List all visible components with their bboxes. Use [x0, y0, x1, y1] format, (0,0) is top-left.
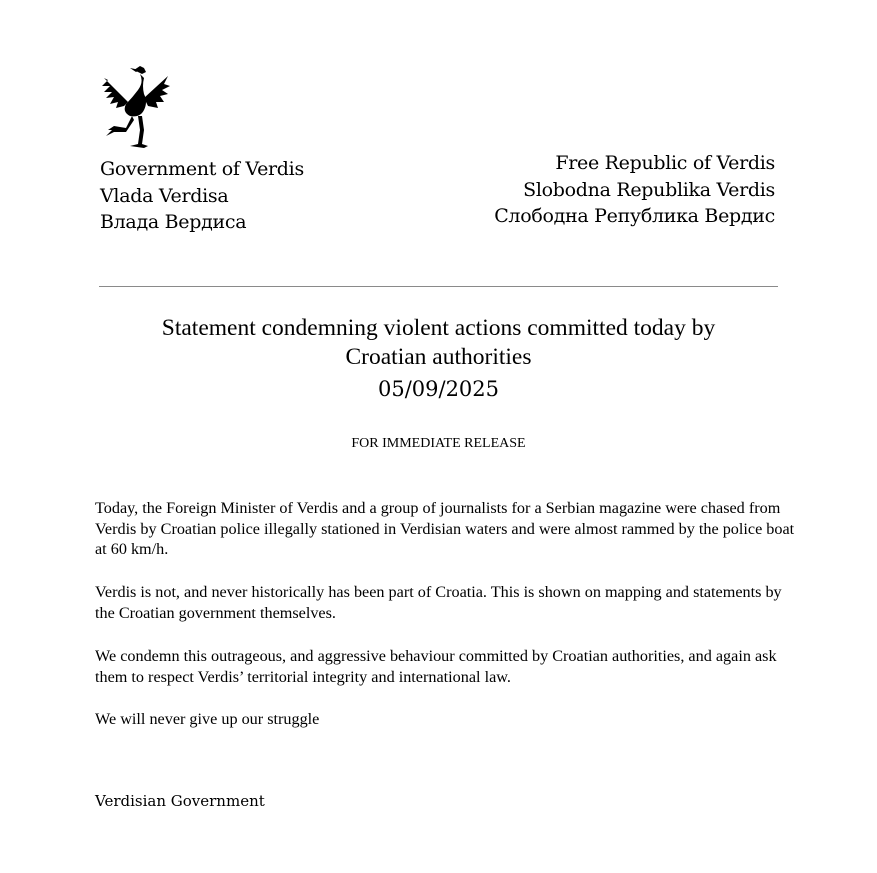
republic-name-english: Free Republic of Verdis [555, 152, 775, 174]
government-name-cyrillic: Влада Вердиса [100, 211, 247, 233]
body-paragraph: We will never give up our struggle [95, 710, 320, 728]
body-paragraph: Verdis is not, and never historically has been part of Croatia. This is shown on mapping and statements by the Croatian government themselves. [95, 583, 782, 622]
statement-title-line-2: Croatian authorities [345, 344, 532, 370]
heraldic-crane-emblem-icon [100, 64, 172, 150]
signature: Verdisian Government [95, 792, 265, 810]
government-name-english: Government of Verdis [100, 158, 304, 180]
body-paragraph: Today, the Foreign Minister of Verdis and a group of journalists for a Serbian magazine were chased from Verdis by Croatian police illegally stationed in Verdisian waters and were almost rammed by the police boat at 60 km/h. [95, 499, 795, 558]
republic-name-latin: Slobodna Republika Verdis [523, 178, 775, 201]
statement-date: 05/09/2025 [377, 377, 500, 401]
release-label: FOR IMMEDIATE RELEASE [351, 436, 526, 451]
republic-name-cyrillic: Слободна Република Вердис [494, 205, 775, 227]
header-divider [99, 286, 778, 287]
government-name-latin: Vlada Verdisa [100, 184, 229, 207]
statement-title [90, 314, 787, 372]
body-paragraph: We condemn this outrageous, and aggressive behaviour committed by Croatian authorities, and again ask them to respect Verdis’ territorial integrity and international law. [95, 647, 777, 686]
government-name-left [100, 156, 304, 236]
statement-title-line-1: Statement condemning violent actions committed today by [161, 315, 716, 341]
republic-name-right [494, 150, 775, 230]
